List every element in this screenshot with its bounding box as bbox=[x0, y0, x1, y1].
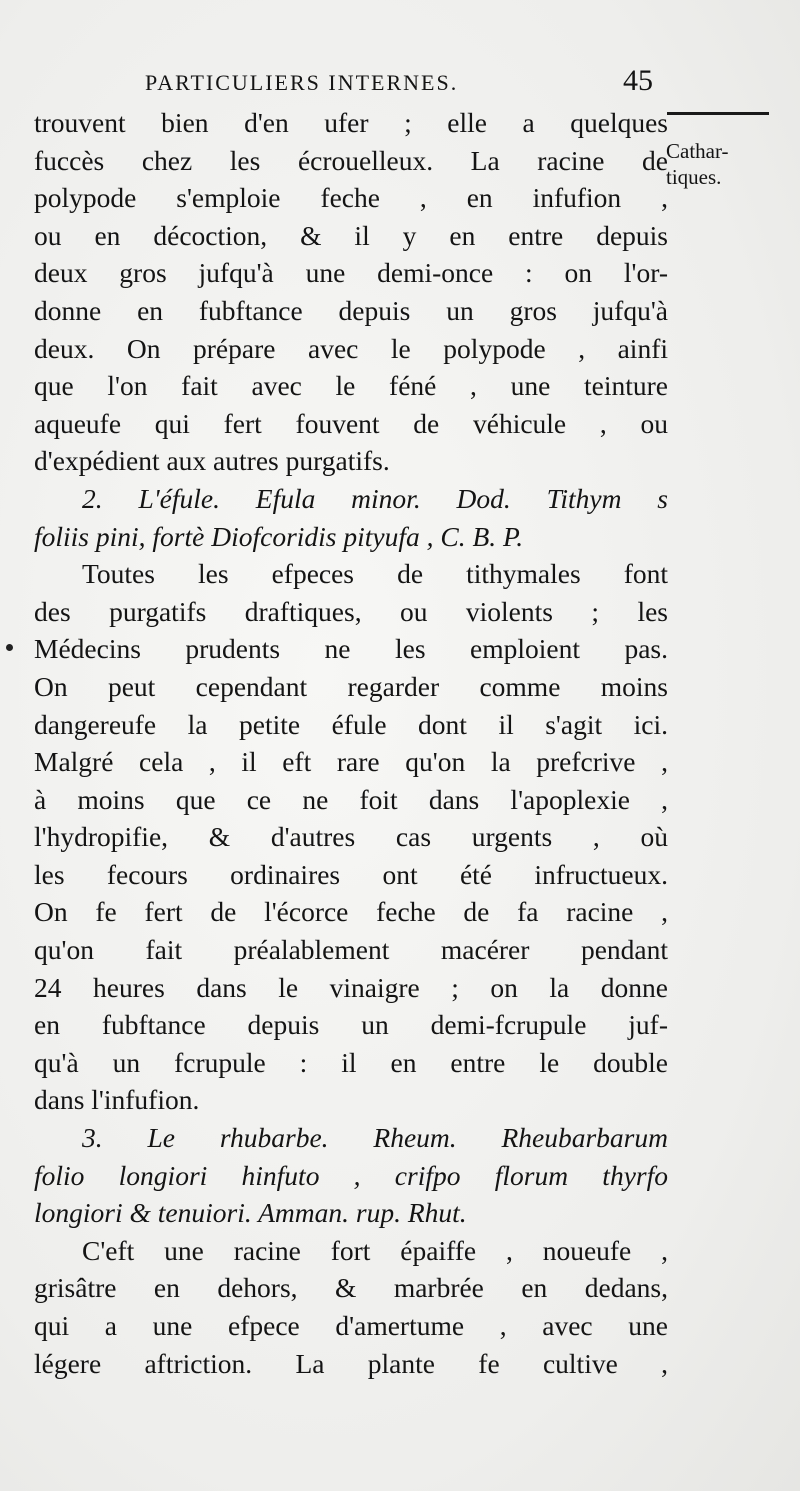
margin-note-line-2: tiques. bbox=[666, 165, 722, 189]
text-line: des purgatifs draftiques, ou violents ; les bbox=[34, 595, 668, 627]
text-line: qu'à un fcrupule : il en entre le double bbox=[34, 1046, 668, 1078]
text-line: 24 heures dans le vinaigre ; on la donne bbox=[34, 971, 668, 1003]
text-line: deux. On prépare avec le polypode , ainfi bbox=[34, 332, 668, 364]
margin-note bbox=[666, 138, 796, 190]
entry-rhubarbe-heading bbox=[34, 1119, 668, 1232]
paragraph-esule bbox=[34, 555, 668, 1119]
text-line: On peut cependant regarder comme moins bbox=[34, 670, 668, 702]
entry-heading-line: longiori & tenuiori. Amman. rup. Rhut. bbox=[34, 1197, 467, 1229]
text-line: polypode s'emploie feche , en infufion , bbox=[34, 182, 668, 214]
text-line: Toutes les efpeces de tithymales font bbox=[82, 558, 668, 590]
entry-heading-line: 2. L'éfule. Efula minor. Dod. Tithym s bbox=[82, 482, 668, 514]
text-line: qui a une efpece d'amertume , avec une bbox=[34, 1310, 668, 1341]
text-line: On fe fert de l'écorce feche de fa racine , bbox=[34, 896, 668, 928]
text-line: aqueufe qui fert fouvent de véhicule , ou bbox=[34, 407, 668, 439]
entry-esule-heading bbox=[34, 480, 668, 555]
margin-note-line-1: Cathar- bbox=[666, 139, 729, 163]
text-line: Malgré cela , il eft rare qu'on la prefcrive , bbox=[34, 746, 668, 778]
text-line: donne en fubftance depuis un gros jufqu'à bbox=[34, 294, 668, 326]
main-text bbox=[34, 104, 668, 1382]
entry-heading-line: foliis pini, fortè Diofcoridis pityufa , C. B. P. bbox=[34, 520, 524, 552]
entry-heading-line: folio longiori hinfuto , crifpo florum thyrfo bbox=[34, 1159, 668, 1191]
text-line: légere aftriction. La plante fe cultive , bbox=[34, 1347, 668, 1379]
entry-heading-line: 3. Le rhubarbe. Rheum. Rheubarbarum bbox=[82, 1122, 668, 1154]
ink-dot bbox=[6, 644, 13, 651]
text-line: fuccès chez les écrouelleux. La racine de bbox=[34, 144, 668, 176]
text-line: qu'on fait préalablement macérer pendant bbox=[34, 934, 668, 966]
running-title: PARTICULIERS INTERNES. bbox=[145, 70, 459, 95]
page-number: 45 bbox=[623, 64, 653, 97]
text-line: dangereufe la petite éfule dont il s'agit ici. bbox=[34, 708, 668, 740]
text-line: dans l'infufion. bbox=[34, 1084, 200, 1116]
text-line: Médecins prudents ne les emploient pas. bbox=[34, 633, 668, 665]
text-line: en fubftance depuis un demi-fcrupule juf- bbox=[34, 1009, 668, 1041]
text-line: à moins que ce ne foit dans l'apoplexie , bbox=[34, 783, 668, 815]
text-line: C'eft une racine fort épaiffe , noueufe , bbox=[82, 1234, 668, 1266]
text-line: l'hydropifie, & d'autres cas urgents , où bbox=[34, 821, 668, 853]
text-line: ou en décoction, & il y en entre depuis bbox=[34, 219, 668, 251]
text-line: les fecours ordinaires ont été infructueux. bbox=[34, 858, 668, 890]
paragraph-rhubarbe bbox=[34, 1232, 668, 1382]
text-line: d'expédient aux autres purgatifs. bbox=[34, 445, 390, 477]
text-line: trouvent bien d'en ufer ; elle a quelques bbox=[34, 107, 668, 138]
margin-rule bbox=[667, 112, 769, 115]
text-line: grisâtre en dehors, & marbrée en dedans, bbox=[34, 1272, 668, 1304]
text-line: deux gros jufqu'à une demi-once : on l'or- bbox=[34, 257, 668, 289]
text-line: que l'on fait avec le féné , une teinture bbox=[34, 370, 668, 402]
paragraph-polypode bbox=[34, 104, 668, 480]
